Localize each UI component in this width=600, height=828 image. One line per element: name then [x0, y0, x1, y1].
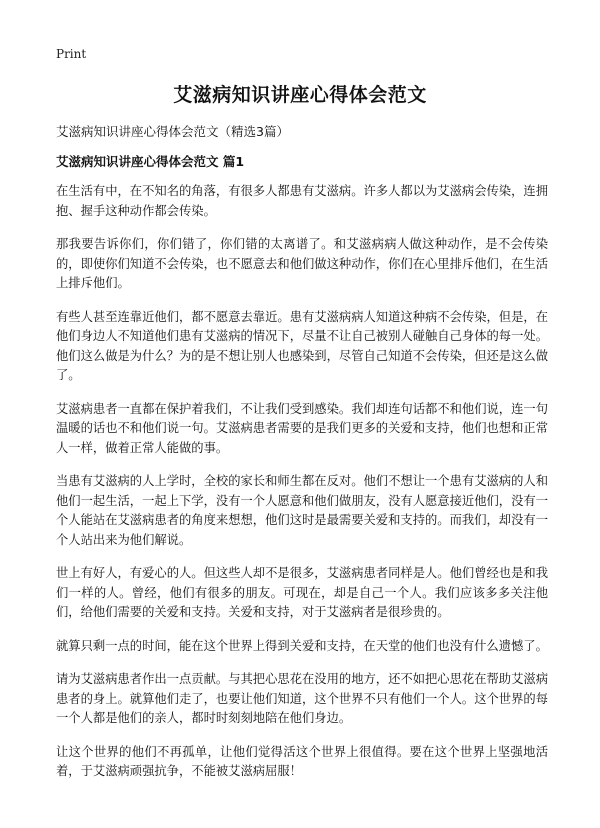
paragraph-2: 那我要告诉你们，你们错了，你们错的太离谱了。和艾滋病病人做这种动作，是不会传染的，即使你们知道不会传染，也不愿意去和他们做这种动作，你们在心里排斥他们，在生活上排斥他们。 — [56, 237, 548, 290]
paragraph-5: 当患有艾滋病的人上学时，全校的家长和师生都在反对。他们不想让一个患有艾滋病的人和他们一起生活，一起上下学，没有一个人愿意和他们做朋友，没有人愿意接近他们，没有一个人能站在艾滋病患者的角度来想想，他们这时是最需要关爱和支持的。而我们，却没有一个人站出来为他们解说。 — [56, 474, 548, 547]
article-body — [56, 182, 548, 796]
paragraph-1: 在生活有中，在不知名的角落，有很多人都患有艾滋病。许多人都以为艾滋病会传染，连拥抱、握手这种动作都会传染。 — [56, 184, 548, 218]
paragraph-4: 艾滋病患者一直都在保护着我们，不让我们受到感染。我们却连句话都不和他们说，连一句温暖的话也不和他们说一句。艾滋病患者需要的是我们更多的关爱和支持，他们也想和正常人一样，做着正常人能做的事。 — [56, 401, 548, 455]
document-title: 艾滋病知识讲座心得体会范文 — [173, 84, 427, 106]
paragraph-8: 请为艾滋病患者作出一点贡献。与其把心思花在没用的地方，还不如把心思花在帮助艾滋病患者的身上。就算他们走了，也要让他们知道，这个世界不只有他们一个人。这个世界的每一个人都是他们的亲人，都时时刻刻地陪在他们身边。 — [56, 672, 548, 725]
paragraph-9: 让这个世界的他们不再孤单，让他们觉得活这个世界上很值得。要在这个世界上坚强地活着，于艾滋病顽强抗争，不能被艾滋病屈服！ — [56, 744, 548, 778]
section-heading: 艾滋病知识讲座心得体会范文 篇1 — [56, 154, 245, 169]
paragraph-6: 世上有好人，有爱心的人。但这些人却不是很多，艾滋病患者同样是人。他们曾经也是和我们一样的人。曾经，他们有很多的朋友。可现在，却是自己一个人。我们应该多多关注他们，给他们需要的关爱和支持。关爱和支持，对于艾滋病者是很珍贵的。 — [56, 566, 548, 619]
paragraph-7: 就算只剩一点的时间，能在这个世界上得到关爱和支持，在天堂的他们也没有什么遗憾了。 — [56, 638, 548, 653]
document-subtitle: 艾滋病知识讲座心得体会范文（精选3篇） — [56, 124, 289, 139]
print-link[interactable]: Print — [56, 47, 87, 61]
paragraph-3: 有些人甚至连靠近他们，都不愿意去靠近。患有艾滋病病人知道这种病不会传染，但是，在他们身边人不知道他们患有艾滋病的情况下，尽量不让自己被别人碰触自己身体的每一处。他们这么做是为什么？为的是不想让别人也感染到，尽管自己知道不会传染，但还是这么做了。 — [56, 309, 548, 382]
